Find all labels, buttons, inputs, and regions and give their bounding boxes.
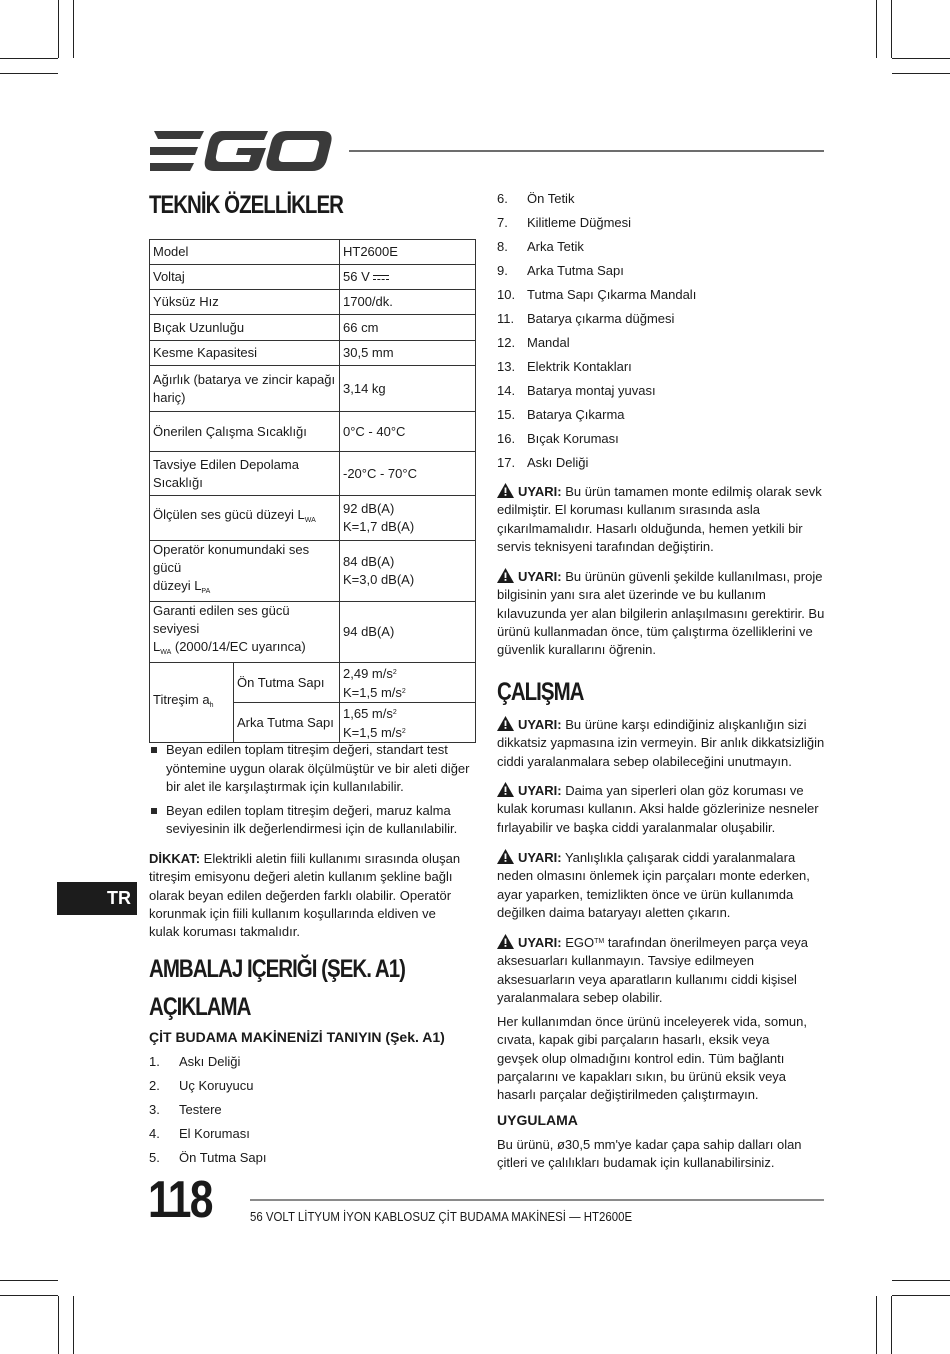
item-text: Arka Tetik: [527, 239, 584, 254]
list-item: [149, 1101, 449, 1125]
spec-value-line: 2,49 m/s: [343, 665, 393, 681]
table-row: [150, 290, 476, 315]
spec-label: [150, 602, 340, 663]
item-text: Elektrik Kontakları: [527, 359, 632, 374]
item-number: 14.: [497, 383, 516, 398]
table-row: [150, 366, 476, 412]
spec-label-text: düzeyi L: [153, 578, 202, 593]
item-text: Uç Koruyucu: [179, 1078, 254, 1093]
list-item: [497, 430, 817, 454]
list-item: [497, 310, 817, 334]
crop-mark: [892, 1295, 950, 1296]
spec-label: Tavsiye Edilen Depolama Sıcaklığı: [150, 452, 340, 496]
spec-label-text: L: [153, 639, 161, 654]
crop-mark: [73, 1296, 74, 1354]
bullet-item: Beyan edilen toplam titreşim değeri, maruz kalma seviyesinin ilk değerlendirmesi için de kullanılabilir.: [149, 802, 479, 839]
item-number: 12.: [497, 335, 516, 350]
warning-label: UYARI:: [518, 783, 562, 798]
spec-value: 30,5 mm: [340, 341, 476, 366]
spec-sublabel: Ön Tutma Sapı: [234, 663, 340, 703]
spec-label: [150, 663, 234, 743]
list-item: [149, 1053, 449, 1077]
crop-mark: [892, 73, 950, 74]
spec-label: Kesme Kapasitesi: [150, 341, 340, 366]
superscript: 2: [401, 727, 406, 735]
crop-mark: [0, 73, 58, 74]
warning-text: Yanlışlıkla çalışarak ciddi yaralanmalara neden olmasını önlemek için parçaları monte ederken, ayar yaparken, temizlikten önce ve ürün kullanımda değilken daima bataryayı aletten çıkarın.: [497, 850, 810, 920]
spec-label-text: (2000/14/EC uyarınca): [171, 639, 306, 654]
spec-value: 66 cm: [340, 315, 476, 341]
warning-text: Bu ürüne karşı edindiğiniz alışkanlığın sizi dikkatsiz yapmasına izin vermeyin. Bir anlık dikkatsizliğin ciddi yaralanmalara sebep olabileceğini unutmayın.: [497, 717, 825, 769]
spec-value: [340, 265, 476, 290]
crop-mark: [58, 1296, 59, 1354]
item-number: 17.: [497, 455, 516, 470]
spec-label-text: Ölçülen ses gücü düzeyi L: [153, 507, 305, 522]
warning-paragraph: [497, 483, 827, 556]
spec-value: [340, 541, 476, 602]
item-number: 8.: [497, 239, 508, 254]
table-row: [150, 240, 476, 265]
caution-paragraph: [149, 850, 461, 941]
item-number: 6.: [497, 191, 508, 206]
table-row: [150, 541, 476, 602]
table-row: [150, 315, 476, 341]
item-text: Batarya montaj yuvası: [527, 383, 656, 398]
list-item: [497, 286, 817, 310]
warning-label: UYARI:: [518, 935, 562, 950]
language-tab: [57, 882, 137, 915]
parts-list-right: [497, 190, 817, 478]
spec-label: Ağırlık (batarya ve zincir kapağı hariç): [150, 366, 340, 412]
table-row: [150, 412, 476, 452]
warning-icon: [497, 782, 514, 797]
crop-mark: [876, 0, 877, 58]
description-heading: AÇIKLAMA: [149, 993, 251, 1021]
item-text: Askı Deliği: [179, 1054, 241, 1069]
page-number: 118: [148, 1171, 212, 1229]
item-number: 10.: [497, 287, 516, 302]
application-paragraph: Bu ürünü, ø30,5 mm'ye kadar çapa sahip dalları olan çitleri ve çalılıkları budamak için kullanabilirsiniz.: [497, 1137, 802, 1171]
warning-paragraph: [497, 782, 827, 837]
spec-value: 3,14 kg: [340, 366, 476, 412]
language-tab-label: TR: [107, 888, 131, 908]
warning-label: UYARI:: [518, 484, 562, 499]
crop-mark: [73, 0, 74, 58]
spec-label: [150, 541, 340, 602]
trademark-mark: TM: [594, 938, 605, 945]
list-item: [497, 214, 817, 238]
item-text: Mandal: [527, 335, 570, 350]
list-item: [497, 454, 817, 478]
item-number: 1.: [149, 1054, 160, 1069]
spec-label: Model: [150, 240, 340, 265]
spec-label-text: Titreşim a: [153, 691, 210, 707]
footer-title: 56 VOLT LİTYUM İYON KABLOSUZ ÇİT BUDAMA MAKİNESİ — HT2600E: [250, 1209, 633, 1224]
table-row: [150, 341, 476, 366]
bullet-item: Beyan edilen toplam titreşim değeri, standart test yöntemine uygun olarak ölçülmüştür ve bir aleti diğer bir alet ile karşılaştırmak için kullanılabilir.: [149, 741, 479, 797]
warning-paragraph: [497, 568, 827, 659]
item-number: 16.: [497, 431, 516, 446]
table-row: [150, 265, 476, 290]
package-heading: AMBALAJ IÇERIĞI (ŞEK. A1): [149, 955, 405, 983]
crop-mark: [58, 0, 59, 58]
item-text: Batarya çıkarma düğmesi: [527, 311, 675, 326]
voltage-value: 56 V: [343, 269, 370, 284]
list-item: [497, 262, 817, 286]
item-text: Kilitleme Düğmesi: [527, 215, 632, 230]
spec-label-text: Garanti edilen ses gücü seviyesi: [153, 603, 290, 636]
crop-mark: [891, 1296, 892, 1354]
crop-mark: [0, 1295, 58, 1296]
parts-list-left: [149, 1053, 449, 1173]
spec-value-line: 1,65 m/s: [343, 705, 393, 721]
item-text: Ön Tetik: [527, 191, 575, 206]
item-number: 13.: [497, 359, 516, 374]
warning-paragraph: [497, 716, 827, 771]
crop-mark: [0, 58, 58, 59]
spec-value-line: K=1,5 m/s: [343, 684, 402, 700]
spec-label: Voltaj: [150, 265, 340, 290]
warning-icon: [497, 483, 514, 498]
spec-value: 0°C - 40°C: [340, 412, 476, 452]
warning-icon: [497, 934, 514, 949]
table-row: [150, 452, 476, 496]
caution-label: DİKKAT:: [149, 851, 201, 866]
spec-value: [340, 496, 476, 541]
item-number: 9.: [497, 263, 508, 278]
spec-value: 94 dB(A): [340, 602, 476, 663]
spec-value: -20°C - 70°C: [340, 452, 476, 496]
warning-icon: [497, 568, 514, 583]
item-text: Bıçak Koruması: [527, 431, 619, 446]
crop-mark: [892, 1280, 950, 1281]
spec-label: Önerilen Çalışma Sıcaklığı: [150, 412, 340, 452]
know-your-product-heading: ÇİT BUDAMA MAKİNENİZİ TANIYIN (Şek. A1): [149, 1029, 445, 1045]
warning-text: tarafından önerilmeyen parça veya aksesuarları kullanmayın. Tavsiye edilmeyen aksesuarların veya aparatların kullanımı ciddi kişisel yaralanmalara sebep olabilir.: [497, 935, 809, 1005]
header-rule: [349, 150, 824, 152]
item-text: Arka Tutma Sapı: [527, 263, 624, 278]
spec-value-line: 92 dB(A): [343, 501, 395, 516]
dc-symbol-icon: [373, 275, 389, 281]
spec-label: Yüksüz Hız: [150, 290, 340, 315]
spec-value: HT2600E: [340, 240, 476, 265]
spec-value: [340, 703, 476, 743]
item-number: 5.: [149, 1150, 160, 1165]
spec-label-text: Operatör konumundaki ses gücü: [153, 542, 310, 575]
list-item: [149, 1077, 449, 1101]
crop-mark: [891, 0, 892, 58]
vibration-notes: [149, 741, 479, 844]
spec-sublabel: Arka Tutma Sapı: [234, 703, 340, 743]
list-item: [149, 1125, 449, 1149]
superscript: 2: [401, 687, 406, 695]
spec-value-line: 84 dB(A): [343, 554, 395, 569]
item-number: 11.: [497, 311, 515, 326]
item-number: 3.: [149, 1102, 160, 1117]
list-item: [497, 382, 817, 406]
table-row: [150, 663, 476, 703]
ego-logo: [150, 131, 332, 171]
warning-text: EGO: [561, 935, 595, 950]
subscript: h: [209, 701, 214, 709]
warning-label: UYARI:: [518, 717, 562, 732]
item-number: 7.: [497, 215, 508, 230]
spec-value-line: K=1,5 m/s: [343, 724, 402, 740]
warning-label: UYARI:: [518, 569, 562, 584]
warning-icon: [497, 849, 514, 864]
operation-heading: ÇALIŞMA: [497, 678, 584, 706]
crop-mark: [892, 58, 950, 59]
superscript: 2: [392, 708, 397, 716]
item-text: Batarya Çıkarma: [527, 407, 625, 422]
item-number: 2.: [149, 1078, 160, 1093]
item-number: 15.: [497, 407, 516, 422]
table-row: [150, 602, 476, 663]
subscript: WA: [304, 517, 316, 524]
spec-label: Bıçak Uzunluğu: [150, 315, 340, 341]
item-text: Ön Tutma Sapı: [179, 1150, 267, 1165]
spec-label: [150, 496, 340, 541]
warning-icon: [497, 716, 514, 731]
warning-paragraph: [497, 933, 827, 1007]
warning-text: Bu ürün tamamen monte edilmiş olarak sevk edilmiştir. El koruması kullanım sırasında asla çıkarılmamalıdır. Hasarlı olduğunda, hemen yetkili bir servis teknisyeni tarafından değiştirin.: [497, 484, 822, 554]
item-text: El Koruması: [179, 1126, 250, 1141]
inspection-paragraph: Her kullanımdan önce ürünü inceleyerek vida, somun, cıvata, kapak gibi parçaların hasarlı, eksik veya gevşek olup olmadığını kontrol edin. Tüm bağlantı parçalarını ve kapakları sıkın, bu ürünü eksik veya hasarlı parçalar değiştirilmeden çalıştırmayın.: [497, 1014, 808, 1103]
spec-value-line: K=1,7 dB(A): [343, 519, 415, 534]
warning-text: Daima yan siperleri olan göz koruması ve kulak koruması kullanın. Aksi halde gözlerinize nesneler fırlayabilir ve başka ciddi yaralanmalar oluşabilir.: [497, 783, 819, 835]
subscript: PA: [201, 588, 211, 595]
list-item: [497, 238, 817, 262]
spec-value-line: K=3,0 dB(A): [343, 572, 415, 587]
spec-table: [149, 239, 476, 743]
crop-mark: [0, 1280, 58, 1281]
caution-text: Elektrikli aletin fiili kullanımı sırasında oluşan titreşim emisyonu değeri aletin kullanım şekline bağlı olarak beyan edilen değerden farklı olabilir. Operatör korunmak için fiili kullanım koşullarında eldiven ve kulak koruması takmalıdır.: [149, 851, 461, 940]
warning-paragraph: [497, 849, 827, 922]
list-item: [497, 334, 817, 358]
list-item: [497, 358, 817, 382]
application-heading: UYGULAMA: [497, 1112, 578, 1128]
superscript: 2: [392, 668, 397, 676]
warning-label: UYARI:: [518, 850, 562, 865]
item-text: Askı Deliği: [527, 455, 589, 470]
list-item: [497, 190, 817, 214]
specs-heading: TEKNİK ÖZELLİKLER: [149, 191, 343, 219]
list-item: [497, 406, 817, 430]
subscript: WA: [160, 649, 172, 656]
item-number: 4.: [149, 1126, 160, 1141]
spec-value: [340, 663, 476, 703]
spec-value: 1700/dk.: [340, 290, 476, 315]
crop-mark: [876, 1296, 877, 1354]
item-text: Tutma Sapı Çıkarma Mandalı: [527, 287, 697, 302]
item-text: Testere: [179, 1102, 222, 1117]
footer-rule: [250, 1199, 824, 1201]
table-row: [150, 496, 476, 541]
warning-text: Bu ürünün güvenli şekilde kullanılması, proje bilgisinin yanı sıra alet üzerinde ve bu kullanım kılavuzunda yer alan bilgilerin anlaşılmasını gerektirir. Bu ürünü kullanmadan önce, tüm çalıştırma özelliklerini ve güvenlik kurallarını öğrenin.: [497, 569, 825, 658]
